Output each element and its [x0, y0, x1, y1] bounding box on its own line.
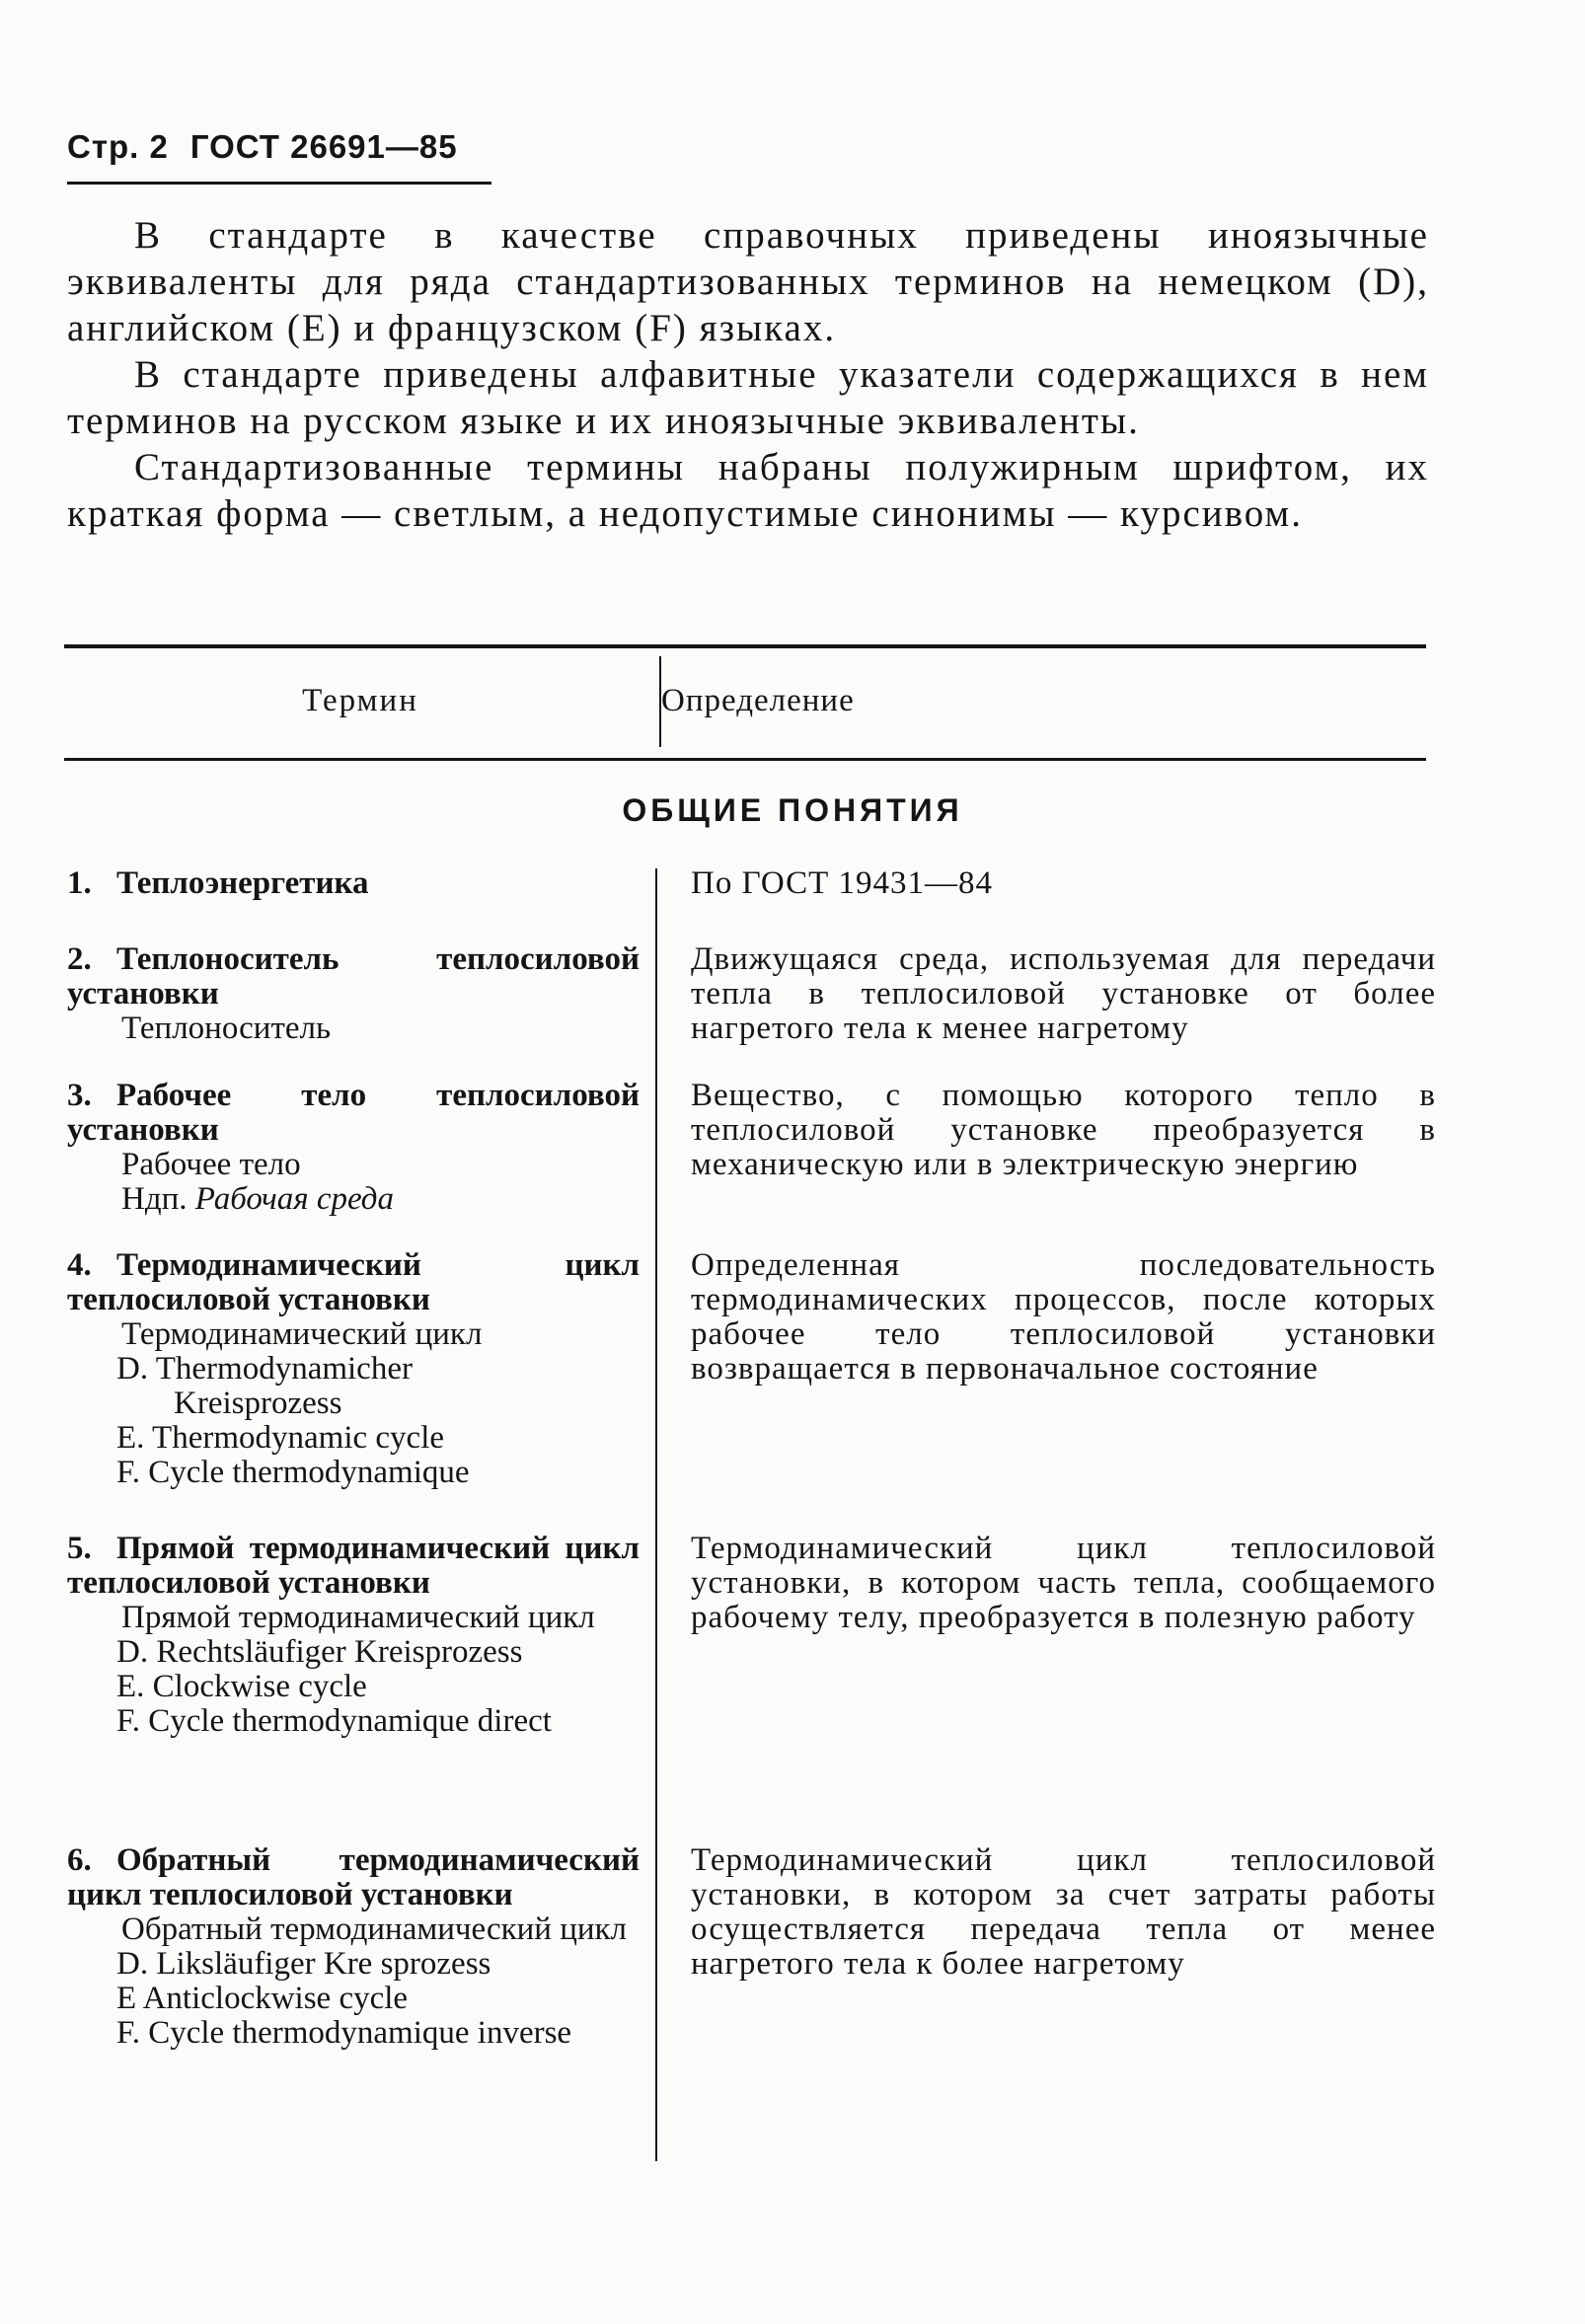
intro-paragraph: Стандартизованные термины набраны полужирным шрифтом, их краткая форма — светлым, а недопустимые синонимы — курсивом.: [67, 446, 1429, 535]
term-entry: [67, 1248, 640, 1490]
header-rule: [67, 182, 491, 185]
ndp-label: Ндп.: [121, 1181, 188, 1217]
term-title: Теплоноситель теплосиловой установки: [67, 941, 640, 1012]
term-entry: [67, 1843, 640, 2051]
term-title: Рабочее тело теплосиловой установки: [67, 1078, 640, 1148]
term-entry: [67, 1079, 640, 1217]
term-number: 5.: [67, 1531, 92, 1566]
intro-paragraph: В стандарте приведены алфавитные указатели содержащихся в нем терминов на русском языке и их иноязычные эквиваленты.: [67, 353, 1429, 442]
term-entry: [67, 942, 640, 1046]
term-short-form: Термодинамический цикл: [121, 1316, 483, 1352]
term-entry: [67, 866, 640, 901]
term-number: 3.: [67, 1078, 92, 1113]
term-title: Обратный термодинамический цикл теплосиловой установки: [67, 1842, 640, 1912]
term-short-form: Рабочее тело: [121, 1147, 301, 1182]
term-short-form: Теплоноситель: [121, 1011, 332, 1046]
column-header-definition: Определение: [661, 683, 855, 718]
term-title: Прямой термодинамический цикл теплосиловой установки: [67, 1531, 640, 1601]
gost-number: ГОСТ 26691—85: [189, 128, 458, 165]
term-number: 4.: [67, 1247, 92, 1283]
term-english: E. Clockwise cycle: [116, 1669, 367, 1704]
term-number: 6.: [67, 1842, 92, 1878]
term-ndp: [67, 1182, 640, 1217]
term-title: Термодинамический цикл теплосиловой установки: [67, 1247, 640, 1317]
intro-text: [67, 212, 1429, 537]
column-divider: [655, 868, 657, 2161]
term-german: D. Thermodynamicher: [116, 1351, 413, 1387]
term-german-cont: Kreisprozess: [174, 1386, 342, 1421]
term-french: F. Cycle thermodynamique inverse: [116, 2015, 572, 2051]
term-french: F. Cycle thermodynamique: [116, 1455, 470, 1490]
term-english: E. Thermodynamic cycle: [116, 1420, 445, 1456]
term-definition: Термодинамический цикл теплосиловой установки, в котором часть тепла, сообщаемого рабочему телу, преобразуется в полезную работу: [691, 1531, 1436, 1635]
term-english: E Anticlockwise cycle: [116, 1981, 409, 2016]
table-top-rule: [64, 644, 1426, 648]
column-header-term: Термин: [302, 683, 418, 718]
term-number: 2.: [67, 941, 92, 977]
term-french: F. Cycle thermodynamique direct: [116, 1703, 552, 1739]
term-definition: Термодинамический цикл теплосиловой установки, в котором за счет затраты работы осуществляется передача тепла от менее нагретого тела к более нагретому: [691, 1842, 1436, 1982]
term-short-form: Прямой термодинамический цикл: [121, 1600, 595, 1635]
term-german: D. Liksläufiger Kre sprozess: [116, 1946, 491, 1982]
term-short-form: Обратный термодинамический цикл: [121, 1912, 628, 1947]
term-definition: Движущаяся среда, используемая для передачи тепла в теплосиловой установке от более нагретого тела к менее нагретому: [691, 941, 1436, 1046]
intro-paragraph: В стандарте в качестве справочных приведены иноязычные эквиваленты для ряда стандартизованных терминов на немецком (D), английском (E) и французском (F) языках.: [67, 214, 1429, 349]
table-header-rule: [64, 758, 1426, 761]
term-german: D. Rechtsläufiger Kreisprozess: [116, 1634, 523, 1670]
page-number: Стр. 2: [67, 128, 169, 165]
term-definition: Вещество, с помощью которого тепло в теплосиловой установке преобразуется в механическую или в электрическую энергию: [691, 1078, 1436, 1182]
term-definition: По ГОСТ 19431—84: [691, 865, 993, 901]
term-definition: Определенная последовательность термодинамических процессов, после которых рабочее тело теплосиловой установки возвращается в первоначальное состояние: [691, 1247, 1436, 1387]
term-entry: [67, 1532, 640, 1739]
section-title: ОБЩИЕ ПОНЯТИЯ: [622, 792, 963, 828]
ndp-synonym: Рабочая среда: [194, 1181, 395, 1217]
page-header: [67, 128, 458, 166]
term-number: 1.: [67, 865, 92, 901]
term-title: Теплоэнергетика: [116, 865, 369, 901]
